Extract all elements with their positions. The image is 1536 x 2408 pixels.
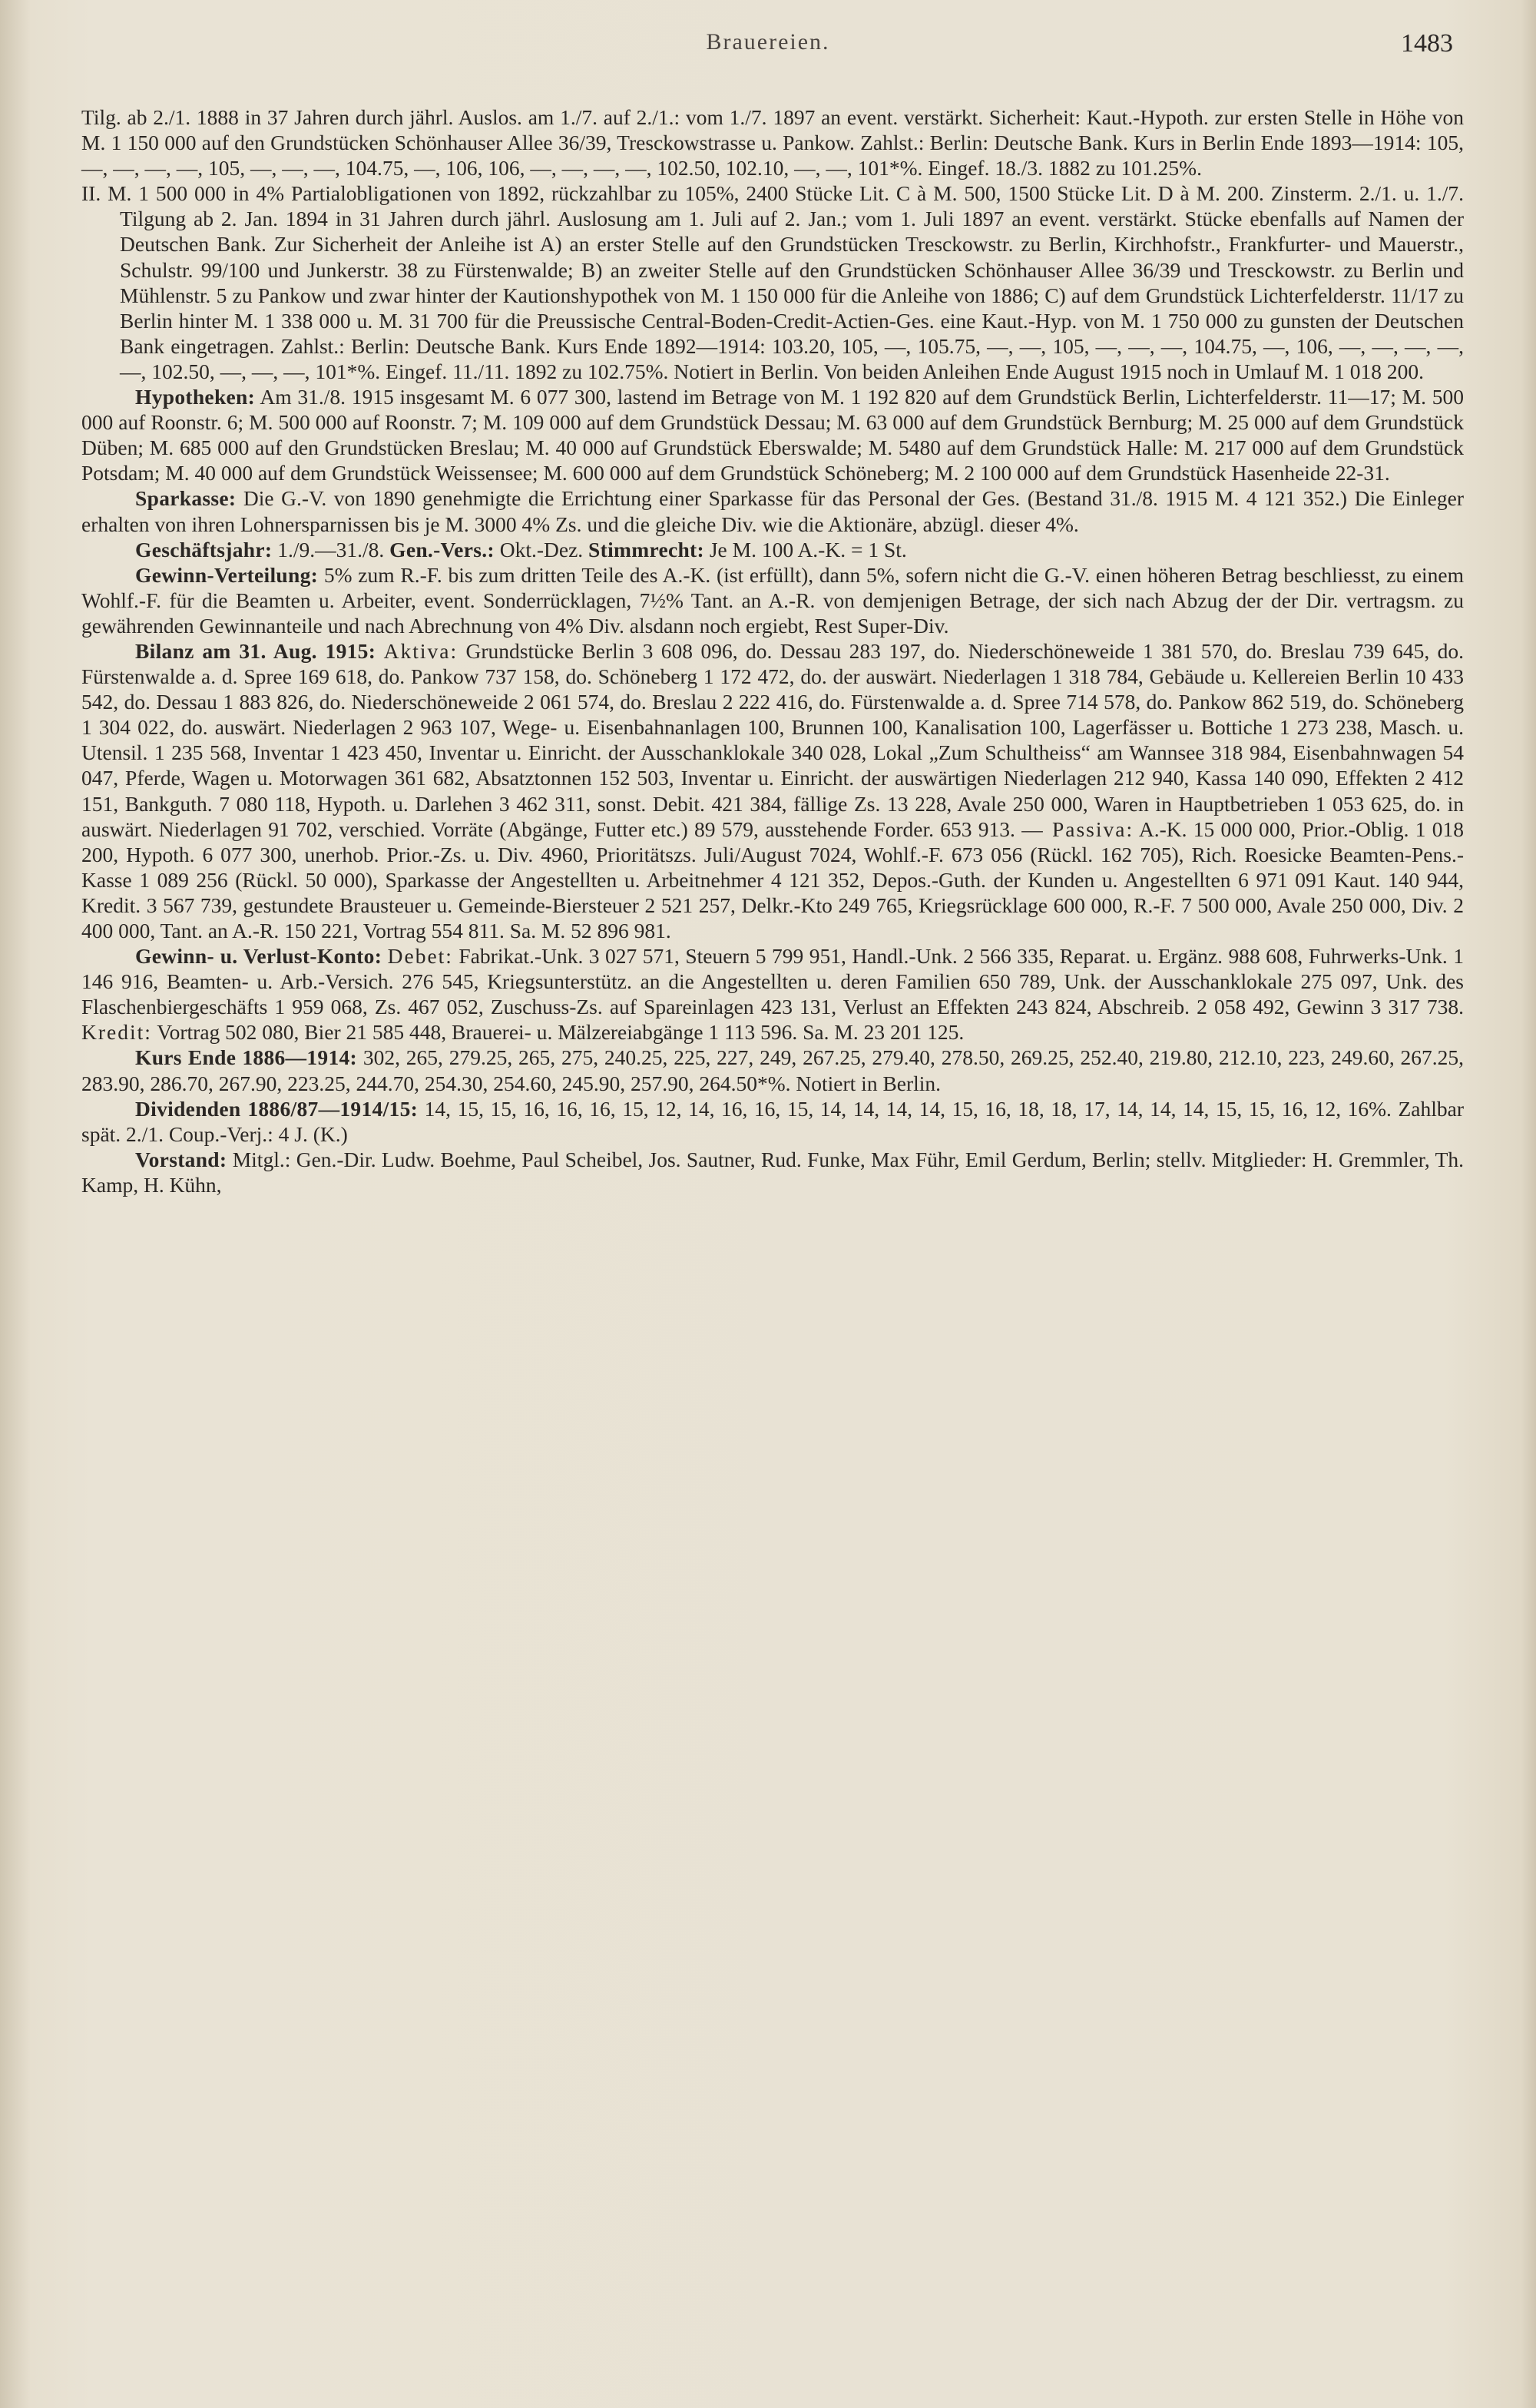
paragraph-gewinn-verteilung (81, 562, 1464, 638)
section-keyword: Geschäftsjahr: (135, 537, 273, 561)
paragraph-text: Grundstücke Berlin 3 608 096, do. Dessau 283 197, do. Niederschöneweide 1 381 570, do. Breslau 739 645, do. Fürstenwalde a. d. Spree 169 618, do. Pankow 737 158, do. Schöneberg 1 172 472, do. der auswärt. Niederlagen 1 318 784, Gebäude u. Kellereien Berlin 10 433 542, do. Dessau 1 883 826, do. Niederschöneweide 2 061 574, do. Breslau 2 222 416, do. Fürstenwalde a. d. Spree 714 578, do. Pankow 862 519, do. Schöneberg 1 304 022, do. auswärt. Niederlagen 2 963 107, Wege- u. Eisenbahnanlagen 100, Brunnen 100, Kanalisation 100, Lagerfässer u. Bottiche 1 273 238, Masch. u. Utensil. 1 235 568, Inventar 1 423 450, Inventar u. Einricht. der Ausschanklokale 340 028, Lokal „Zum Schultheiss“ am Wannsee 318 984, Eisenbahnwagen 54 047, Pferde, Wagen u. Motorwagen 361 682, Absatztonnen 152 503, Inventar u. Einricht. der auswärtigen Niederlagen 212 940, Kassa 140 090, Effekten 2 412 151, Bankguth. 7 080 118, Hypoth. u. Darlehen 3 462 311, sonst. Debit. 421 384, fällige Zs. 13 228, Avale 250 000, Waren in Hauptbetrieben 1 053 625, do. in auswärt. Niederlagen 91 702, verschied. Vorräte (Abgänge, Futter etc.) 89 579, ausstehende Forder. 653 913. (81, 638, 1465, 841)
paragraph-text: II. M. 1 500 000 in 4% Partialobligationen von 1892, rückzahlbar zu 105%, 2400 Stücke Lit. C à M. 500, 1500 Stücke Lit. D à M. 200. Zinsterm. 2./1. u. 1./7. Tilgung ab 2. Jan. 1894 in 31 Jahren durch jährl. Auslosung am 1. Juli auf 2. Jan.; vom 1. Juli 1897 an event. verstärkt. Stücke ebenfalls auf Namen der Deutschen Bank. Zur Sicherheit der Anleihe ist A) an erster Stelle auf den Grundstücken Tresckowstr. zu Berlin, Kirchhofstr., Frankfurter- und Mauerstr., Schulstr. 99/100 und Junkerstr. 38 zu Fürstenwalde; B) an zweiter Stelle auf den Grundstücken Schönhauser Allee 36/39 und Tresckowstr. zu Berlin und Mühlenstr. 5 zu Pankow und zwar hinter der Kautionshypothek von M. 1 150 000 für die Anleihe von 1886; C) auf dem Grundstück Lichterfelderstr. 11/17 zu Berlin hinter M. 1 338 000 u. M. 31 700 für die Preussische Central-Boden-Credit-Actien-Ges. eine Kaut.-Hyp. von M. 1 750 000 zu gunsten der Deutschen Bank eingetragen. Zahlst.: Berlin: Deutsche Bank. Kurs Ende 1892—1914: 103.20, 105, —, 105.75, —, —, 105, —, —, —, 104.75, —, 106, —, —, —, —, —, 102.50, —, —, —, 101*%. Eingef. 11./11. 1892 zu 102.75%. Notiert in Berlin. Von beiden Anleihen Ende August 1915 noch in Umlauf M. 1 018 200. (81, 181, 1464, 383)
paragraph-text: Mitgl.: Gen.-Dir. Ludw. Boehme, Paul Scheibel, Jos. Sautner, Rud. Funke, Max Führ, Emil Gerdum, Berlin; stellv. Mitglieder: H. Gremmler, Th. Kamp, H. Kühn, (81, 1147, 1465, 1197)
paragraph-geschaeftsjahr (81, 537, 1464, 562)
paragraph-obligation-2 (81, 181, 1464, 384)
running-title: Brauereien. (706, 29, 830, 55)
section-keyword: Dividenden 1886/87—1914/15: (135, 1096, 419, 1121)
subsection-label: Aktiva: (383, 638, 458, 663)
paragraph-gewinn-verlust-konto (81, 943, 1464, 1045)
section-keyword: Stimmrecht: (588, 537, 704, 561)
paragraph-text: 5% zum R.-F. bis zum dritten Teile des A.-K. (ist erfüllt), dann 5%, sofern nicht die G.-V. einen höheren Betrag beschliesst, zu einem Wohlf.-F. für die Beamten u. Arbeiter, event. Sonderrücklagen, 7½% Tant. an A.-R. von demjenigen Betrage, der sich nach Abzug der der Dir. vertragsm. zu gewährenden Gewinnanteile und nach Abrechnung von 4% Div. alsdann noch ergiebt, Rest Super-Div. (81, 562, 1464, 638)
paragraph-text: 302, 265, 279.25, 265, 275, 240.25, 225, 227, 249, 267.25, 279.40, 278.50, 269.25, 252.40, 219.80, 212.10, 223, 249.60, 267.25, 283.90, 286.70, 267.90, 223.25, 244.70, 254.30, 254.60, 245.90, 257.90, 264.50*%. Notiert in Berlin. (81, 1045, 1465, 1095)
paragraph-text: Vortrag 502 080, Bier 21 585 448, Brauerei- u. Mälzereiabgänge 1 113 596. Sa. M. 23 201 125. (157, 1020, 965, 1045)
paragraph-text: 14, 15, 15, 16, 16, 16, 15, 12, 14, 16, 16, 15, 14, 14, 14, 14, 15, 16, 18, 18, 17, 14, 14, 14, 15, 15, 16, 12, 16%. Zahlbar spät. 2./1. Coup.-Verj.: 4 J. (K.) (81, 1096, 1464, 1146)
section-keyword: Gewinn- u. Verlust-Konto: (135, 944, 382, 969)
body-text (81, 104, 1464, 1197)
paragraph-vorstand (81, 1147, 1464, 1197)
paragraph-kurs (81, 1045, 1464, 1095)
page-header (0, 29, 1536, 68)
paragraph-text: Je M. 100 A.-K. = 1 St. (709, 537, 907, 561)
paragraph-text: Tilg. ab 2./1. 1888 in 37 Jahren durch jährl. Auslos. am 1./7. auf 2./1.: vom 1./7. 1897 an event. verstärkt. Sicherheit: Kaut.-Hypoth. zur ersten Stelle in Höhe von M. 1 150 000 auf den Grundstücken Schönhauser Allee 36/39, Tresckowstrasse u. Pankow. Zahlst.: Berlin: Deutsche Bank. Kurs in Berlin Ende 1893—1914: 105, —, —, —, —, 105, —, —, —, 104.75, —, 106, 106, —, —, —, —, 102.50, 102.10, —, —, 101*%. Eingef. 18./3. 1882 zu 101.25%. (81, 105, 1464, 181)
paragraph-dividenden (81, 1096, 1464, 1147)
paragraph-text: 1./9.—31./8. (277, 537, 385, 561)
section-keyword: Kurs Ende 1886—1914: (135, 1045, 358, 1070)
paragraph-bilanz (81, 638, 1464, 943)
paragraph-text: Die G.-V. von 1890 genehmigte die Errichtung einer Sparkasse für das Personal der Ges. (Bestand 31./8. 1915 M. 4 121 352.) Die Einleger erhalten von ihren Lohnersparnissen bis je M. 3000 4% Zs. und die gleiche Div. wie die Aktionäre, abzügl. dieser 4%. (81, 486, 1465, 536)
section-keyword: Vorstand: (135, 1147, 227, 1171)
section-keyword: Gen.-Vers.: (389, 537, 495, 561)
paragraph-sparkasse (81, 485, 1464, 536)
paragraph-text: Am 31./8. 1915 insgesamt M. 6 077 300, lastend im Betrage von M. 1 192 820 auf dem Grundstück Berlin, Lichterfelderstr. 11—17; M. 500 000 auf Roonstr. 6; M. 500 000 auf Roonstr. 7; M. 109 000 auf dem Grundstück Dessau; M. 63 000 auf dem Grundstück Bernburg; M. 25 000 auf dem Grundstück Düben; M. 685 000 auf den Grundstücken Breslau; M. 40 000 auf Grundstück Eberswalde; M. 5480 auf dem Grundstück Halle: M. 217 000 auf dem Grundstück Potsdam; M. 40 000 auf dem Grundstück Weissensee; M. 600 000 auf dem Grundstück Schöneberg; M. 2 100 000 auf dem Grundstück Hasenheide 22-31. (81, 385, 1464, 485)
paragraph-text: Fabrikat.-Unk. 3 027 571, Steuern 5 799 951, Handl.-Unk. 2 566 335, Reparat. u. Ergänz. 988 608, Fuhrwerks-Unk. 1 146 916, Beamten- u. Arb.-Versich. 276 545, Kriegsunterstütz. an die Angestellten u. deren Familien 650 789, Unk. der Ausschanklokale 275 097, Unk. des Flaschenbiergeschäfts 1 959 068, Zs. 467 052, Zuschuss-Zs. auf Spareinlagen 423 131, Verlust an Effekten 243 824, Abschreib. 2 058 492, Gewinn 3 317 738. (81, 944, 1464, 1019)
subsection-label: — Passiva: (1021, 816, 1134, 841)
paragraph-text: A.-K. 15 000 000, Prior.-Oblig. 1 018 200, Hypoth. 6 077 300, unerhob. Prior.-Zs. u. Div. 4960, Prioritätszs. Juli/August 7024, Wohlf.-F. 673 056 (Rückl. 162 705), Rich. Roesicke Beamten-Pens.-Kasse 1 089 256 (Rückl. 50 000), Sparkasse der Angestellten u. Arbeitnehmer 4 121 352, Depos.-Guth. der Kunden u. Angestellten 6 971 091 Kaut. 140 944, Kredit. 3 567 739, gestundete Brausteuer u. Gemeinde-Biersteuer 2 521 257, Delkr.-Kto 249 765, Kriegsrücklage 600 000, R.-F. 7 500 000, Avale 250 000, Div. 2 400 000, Tant. an A.-R. 150 221, Vortrag 554 811. Sa. M. 52 896 981. (81, 816, 1465, 942)
paragraph-text: Okt.-Dez. (499, 537, 584, 561)
section-keyword: Bilanz am 31. Aug. 1915: (135, 638, 376, 663)
paragraph-obligation-1-continued (81, 104, 1464, 181)
section-keyword: Hypotheken: (135, 385, 256, 409)
subsection-label: Debet: (387, 944, 453, 969)
section-keyword: Sparkasse: (135, 486, 237, 511)
page-number: 1483 (1401, 29, 1453, 58)
section-keyword: Gewinn-Verteilung: (135, 562, 319, 587)
paragraph-hypotheken (81, 384, 1464, 485)
subsection-label: Kredit: (81, 1020, 152, 1045)
